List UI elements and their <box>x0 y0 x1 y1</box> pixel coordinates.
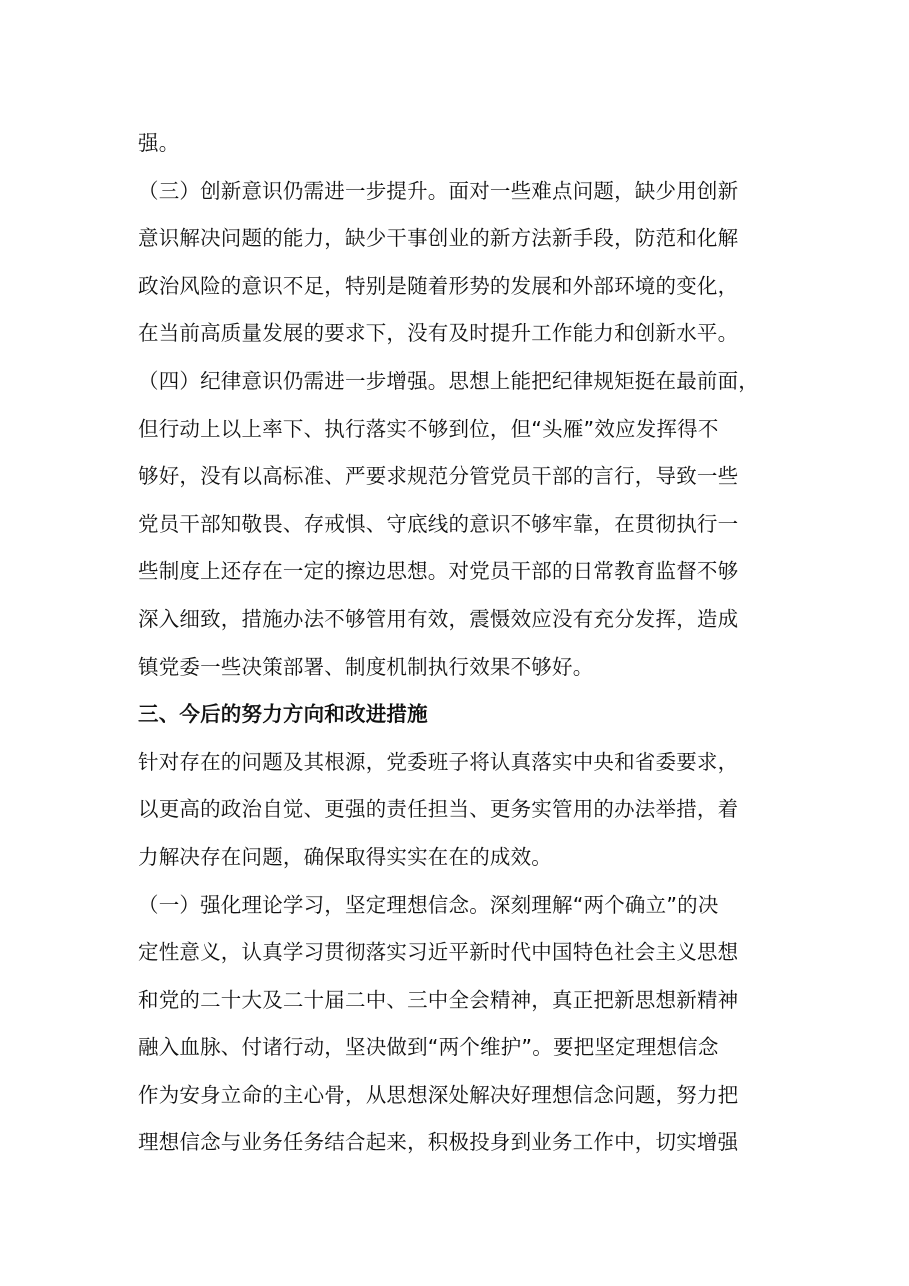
paragraph-line: （三）创新意识仍需进一步提升。面对一些难点问题，缺少用创新 <box>138 178 739 203</box>
paragraph-line: 党员干部知敬畏、存戒惧、守底线的意识不够牢靠，在贯彻执行一 <box>138 511 739 536</box>
paragraph-line: 意识解决问题的能力，缺少干事创业的新方法新手段，防范和化解 <box>138 226 739 251</box>
paragraph-line: 政治风险的意识不足，特别是随着形势的发展和外部环境的变化， <box>138 273 739 298</box>
paragraph-line: 融入血脉、付诸行动，坚决做到“两个维护”。要把坚定理想信念 <box>138 1035 719 1060</box>
paragraph-line: 但行动上以上率下、执行落实不够到位，但“头雁”效应发挥得不 <box>138 416 719 441</box>
paragraph-line: 针对存在的问题及其根源，党委班子将认真落实中央和省委要求， <box>138 749 739 774</box>
paragraph-line: 强。 <box>138 131 180 155</box>
paragraph-line: 深入细致，措施办法不够管用有效，震慑效应没有充分发挥，造成 <box>138 606 739 631</box>
paragraph-line: 在当前高质量发展的要求下，没有及时提升工作能力和创新水平。 <box>138 321 739 346</box>
paragraph-line: 镇党委一些决策部署、制度机制执行效果不够好。 <box>138 654 594 679</box>
paragraph-line: 作为安身立命的主心骨，从思想深处解决好理想信念问题，努力把 <box>138 1082 739 1107</box>
paragraph-line: 够好，没有以高标准、严要求规范分管党员干部的言行，导致一些 <box>138 464 739 489</box>
document-body <box>138 120 778 1167</box>
paragraph-line: 些制度上还存在一定的擦边思想。对党员干部的日常教育监督不够 <box>138 559 739 584</box>
section-heading: 三、今后的努力方向和改进措施 <box>138 702 428 727</box>
paragraph-line: 定性意义，认真学习贯彻落实习近平新时代中国特色社会主义思想 <box>138 940 739 965</box>
paragraph-line: 力解决存在问题，确保取得实实在在的成效。 <box>138 844 552 869</box>
paragraph-line: （四）纪律意识仍需进一步增强。思想上能把纪律规矩挺在最前面， <box>138 368 759 393</box>
paragraph-line: 和党的二十大及二十届二中、三中全会精神，真正把新思想新精神 <box>138 987 739 1012</box>
paragraph-line: （一）强化理论学习，坚定理想信念。深刻理解“两个确立”的决 <box>138 892 719 917</box>
paragraph-line: 理想信念与业务任务结合起来，积极投身到业务工作中，切实增强 <box>138 1130 739 1155</box>
paragraph-line: 以更高的政治自觉、更强的责任担当、更务实管用的办法举措，着 <box>138 797 739 822</box>
